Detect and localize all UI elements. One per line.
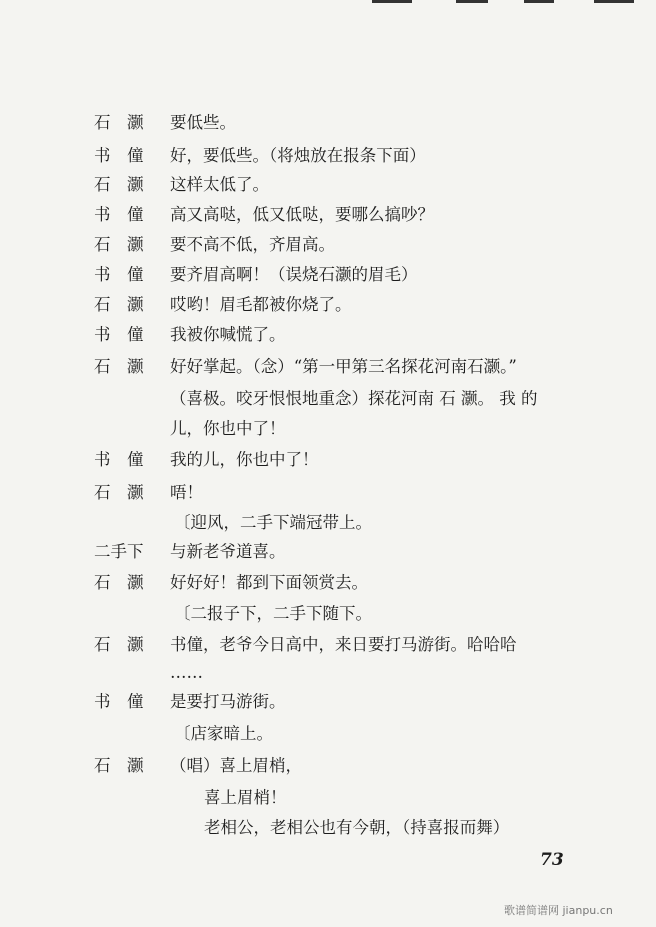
dialogue-line: 与新老爷道喜。 [170,542,286,561]
dialogue-line: 要低些。 [170,113,236,132]
dialogue-line: 唔！ [170,483,203,502]
stage-direction-or-continuation: 〔二报子下，二手下随下。 [174,604,372,623]
top-rule-4 [594,0,634,3]
speaker-name: 书 僮 [94,325,144,344]
dialogue-line: 好，要低些。（将烛放在报条下面） [170,146,426,165]
speaker-name: 书 僮 [94,205,144,224]
stage-direction-or-continuation: （喜极。咬牙恨恨地重念）探花河南 石 灏。 我 的 [170,389,538,408]
speaker-name: 书 僮 [94,692,144,711]
stage-direction-or-continuation: 儿，你也中了！ [170,419,286,438]
dialogue-line: 要齐眉高啊！（误烧石灏的眉毛） [170,265,418,284]
dialogue-line: 是要打马游街。 [170,692,286,711]
speaker-name: 石 灏 [94,175,144,194]
stage-direction-or-continuation: 〔店家暗上。 [174,724,273,743]
dialogue-line: 哎哟！眉毛都被你烧了。 [170,295,352,314]
dialogue-line: 这样太低了。 [170,175,269,194]
dialogue-line: 要不高不低，齐眉高。 [170,235,335,254]
watermark: 歌谱简谱网 jianpu.cn [504,904,613,917]
dialogue-line: 好好好！都到下面领赏去。 [170,573,368,592]
top-rule-2 [456,0,488,3]
stage-direction-or-continuation: 老相公，老相公也有今朝，（持喜报而舞） [204,818,510,837]
dialogue-line: 我被你喊慌了。 [170,325,286,344]
stage-direction-or-continuation: 〔迎风，二手下端冠带上。 [174,513,372,532]
dialogue-line: 书僮，老爷今日高中，来日要打马游街。哈哈哈 [170,635,517,654]
top-rule-3 [524,0,554,3]
speaker-name: 石 灏 [94,235,144,254]
speaker-name: 书 僮 [94,450,144,469]
dialogue-line: 高又高哒，低又低哒，要哪么搞吵？ [170,205,434,224]
stage-direction-or-continuation: 喜上眉梢！ [204,788,287,807]
speaker-name: 石 灏 [94,573,144,592]
speaker-name: 石 灏 [94,357,144,376]
dialogue-line: 我的儿，你也中了！ [170,450,319,469]
speaker-name: 书 僮 [94,146,144,165]
speaker-name: 书 僮 [94,265,144,284]
top-rule-1 [372,0,412,3]
dialogue-line: 好好掌起。（念）“第一甲第三名探花河南石灏。” [170,357,517,376]
speaker-name: 二手下 [94,542,144,561]
stage-direction-or-continuation: …… [170,663,203,682]
page-number: 73 [540,850,564,870]
dialogue-line: （唱）喜上眉梢， [170,756,302,775]
speaker-name: 石 灏 [94,483,144,502]
speaker-name: 石 灏 [94,756,144,775]
speaker-name: 石 灏 [94,113,144,132]
speaker-name: 石 灏 [94,635,144,654]
speaker-name: 石 灏 [94,295,144,314]
